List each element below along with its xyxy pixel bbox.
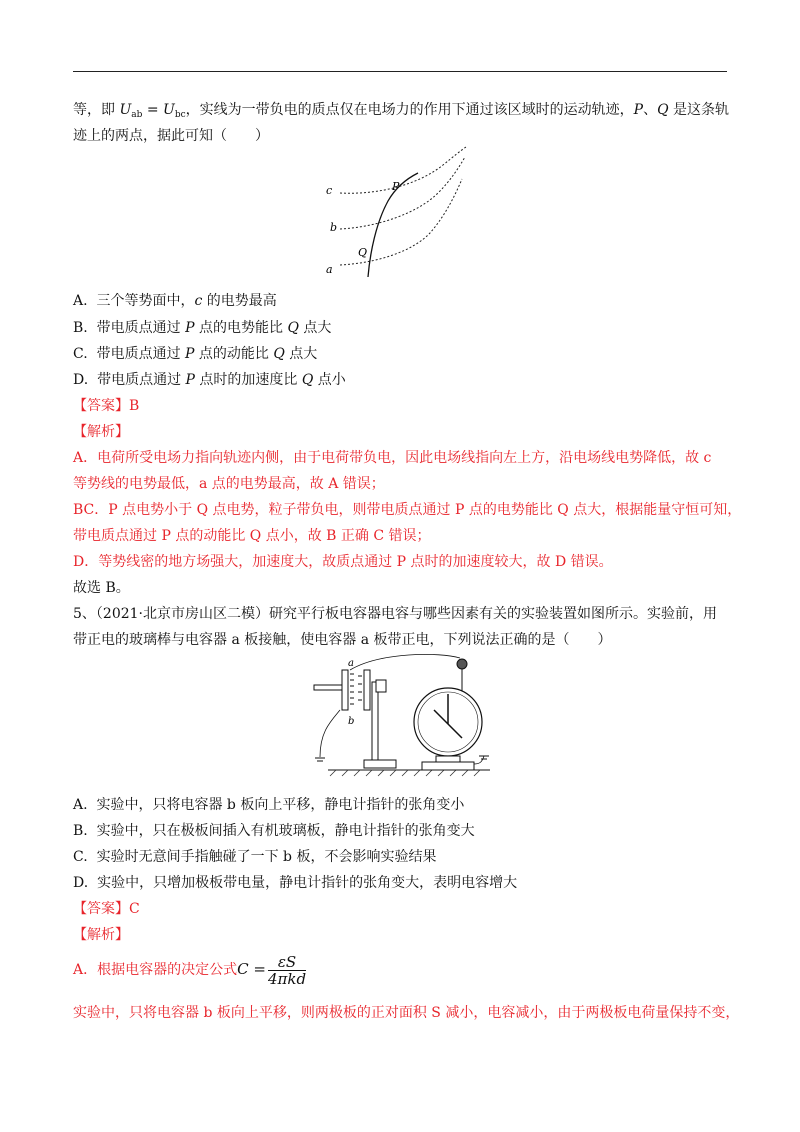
q5-stem-line-1: 5、（2021·北京市房山区二模）研究平行板电容器电容与哪些因素有关的实验装置如图所示。实验前，用 bbox=[73, 606, 717, 622]
q4-conclusion: 故选 B。 bbox=[73, 580, 130, 596]
capacitance-formula: C = $\frac{\varepsilon S}{\text{4πkd}}$ bbox=[237, 952, 307, 988]
q4-option-b: B. 带电质点通过 P 点的电势能比 Q 点大 bbox=[73, 320, 332, 336]
equipotential-figure bbox=[318, 143, 478, 283]
q5-answer: 【答案】C bbox=[73, 901, 140, 917]
equipotential-line-c bbox=[340, 147, 466, 193]
q5-stem-line-2: 带正电的玻璃棒与电容器 a 板接触，使电容器 a 板带正电，下列说法正确的是（ ） bbox=[73, 632, 612, 648]
q5-analysis-label: 【解析】 bbox=[73, 927, 129, 943]
q4-analysis-line-2: 等势线的电势最低，a 点的电势最高，故 A 错误； bbox=[73, 476, 385, 492]
q5-analysis-line-2: 实验中，只将电容器 b 板向上平移，则两极板的正对面积 S 减小，电容减小，由于两极板电荷量保持不变， bbox=[73, 1005, 740, 1021]
q4-stem-line-2: 迹上的两点，据此可知（ ） bbox=[73, 128, 269, 144]
q5-option-a: A. 实验中，只将电容器 b 板向上平移，静电计指针的张角变小 bbox=[73, 797, 465, 813]
equipotential-line-b bbox=[340, 157, 465, 229]
q4-analysis-label: 【解析】 bbox=[73, 424, 129, 440]
q4-option-c: C. 带电质点通过 P 点的动能比 Q 点大 bbox=[73, 346, 318, 362]
plate-a bbox=[342, 670, 348, 710]
q5-option-c: C. 实验时无意间手指触碰了一下 b 板，不会影响实验结果 bbox=[73, 849, 437, 865]
label-b: b bbox=[330, 221, 338, 234]
label-a: a bbox=[326, 263, 333, 276]
header-rule bbox=[73, 71, 727, 72]
q4-stem-line-1: 等，即 $U_{ab} = U_{bc}$，实线为一带负电的质点仅在电场力的作用下通过该区域时的运动轨迹，P、Q 是这条轨 bbox=[73, 102, 730, 120]
plate-b bbox=[364, 670, 370, 710]
q4-analysis-line-3: BC．P 点电势小于 Q 点电势，粒子带负电，则带电质点通过 P 点的电势能比 Q 点大，根据能量守恒可知， bbox=[73, 502, 742, 518]
label-q: Q bbox=[358, 246, 368, 259]
label-c: c bbox=[326, 184, 333, 197]
q4-option-d: D. 带电质点通过 P 点时的加速度比 Q 点小 bbox=[73, 372, 346, 388]
capacitor-figure bbox=[310, 652, 500, 782]
q5-option-d: D. 实验中，只增加极板带电量，静电计指针的张角变大，表明电容增大 bbox=[73, 875, 518, 891]
label-p: P bbox=[392, 180, 400, 193]
plate-a-handle bbox=[314, 685, 342, 690]
electrometer-knob bbox=[457, 659, 467, 669]
q4-answer: 【答案】B bbox=[73, 398, 140, 414]
q4-analysis-line-1: A．电荷所受电场力指向轨迹内侧，由于电荷带负电，因此电场线指向左上方，沿电场线电势降低，故 c bbox=[73, 450, 712, 466]
q4-analysis-line-5: D．等势线密的地方场强大，加速度大，故质点通过 P 点时的加速度较大，故 D 错误。 bbox=[73, 554, 613, 570]
q4-option-a: A. 三个等势面中，c 的电势最高 bbox=[73, 293, 277, 309]
label-plate-a: a bbox=[348, 658, 354, 669]
q5-option-b: B. 实验中，只在极板间插入有机玻璃板，静电计指针的张角变大 bbox=[73, 823, 475, 839]
label-plate-b: b bbox=[348, 716, 355, 727]
q5-analysis-line-1: A．根据电容器的决定公式C = $\frac{\varepsilon S}{\text{4πkd}}$ bbox=[73, 952, 307, 988]
q4-analysis-line-4: 带电质点通过 P 点的动能比 Q 点小，故 B 正确 C 错误； bbox=[73, 528, 431, 544]
